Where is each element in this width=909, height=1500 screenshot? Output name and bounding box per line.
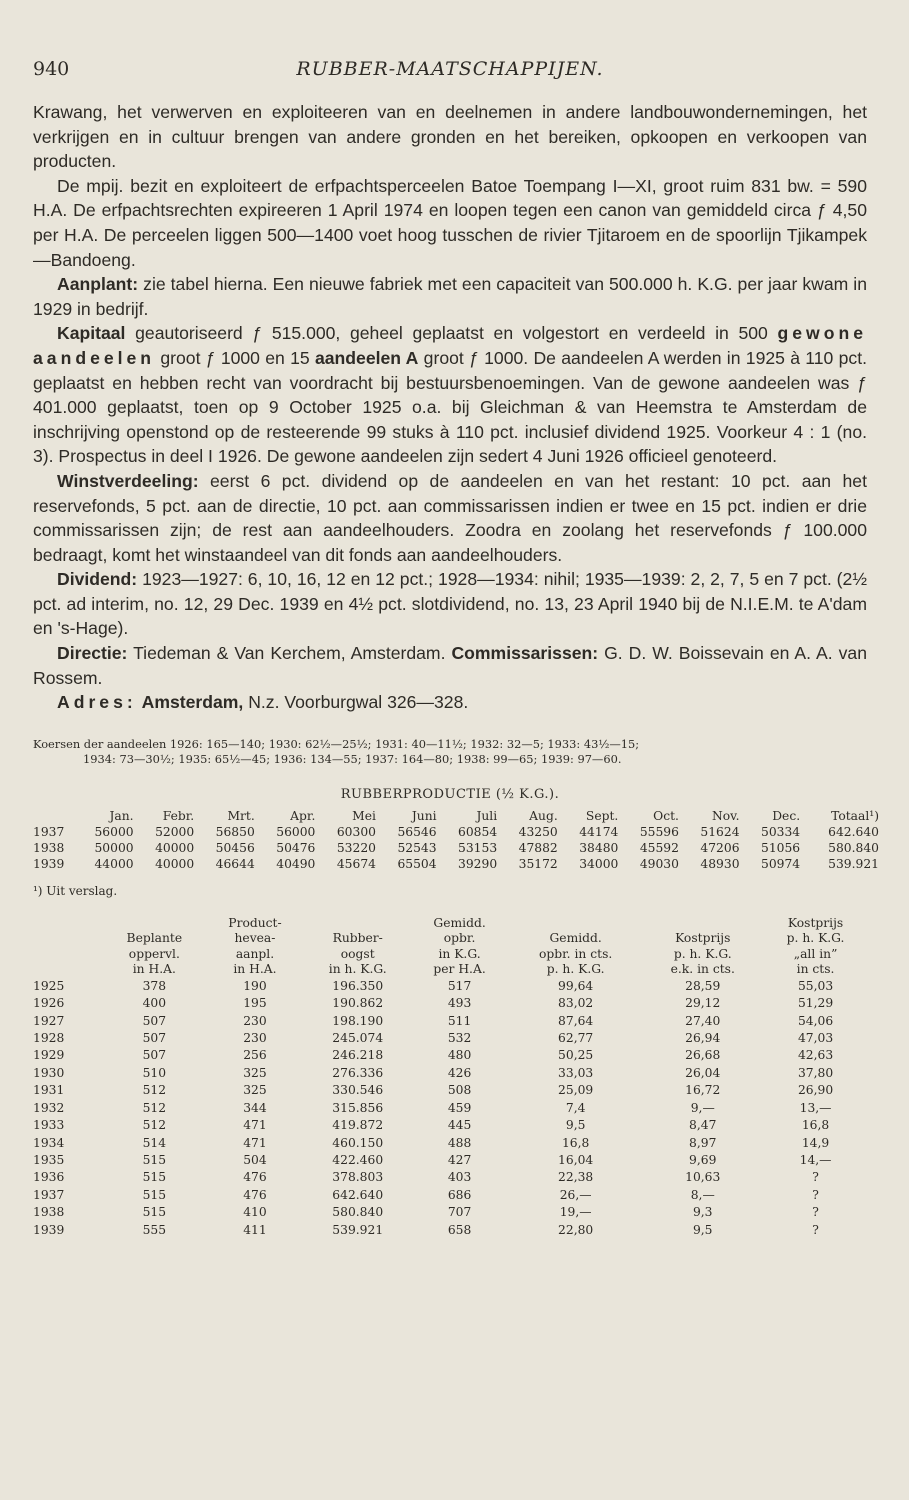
table-cell: 325 xyxy=(243,1065,267,1080)
table-row xyxy=(33,1204,869,1221)
production-column-header: Apr. xyxy=(290,808,316,823)
table-cell: ? xyxy=(812,1205,819,1220)
table-cell: 65504 xyxy=(397,856,437,871)
table-cell: 707 xyxy=(447,1205,472,1220)
row-year: 1925 xyxy=(33,978,65,993)
stats-column-header xyxy=(508,916,643,978)
production-column-header: Juni xyxy=(411,808,437,823)
paragraph-krawang: Krawang, het verwerven en exploiteeren van en deelnemen in andere landbouwondernemingen, het verkrijgen en in cultuur brengen van andere gronden en het bereiken, opkoopen en verkoopen van producten. xyxy=(33,102,867,172)
table-cell: 9,3 xyxy=(692,1205,713,1220)
table-cell: 686 xyxy=(447,1187,472,1202)
table-cell: 488 xyxy=(447,1135,472,1150)
table-cell: 555 xyxy=(142,1222,167,1237)
table-cell: 445 xyxy=(447,1118,472,1133)
table-cell: 459 xyxy=(447,1100,472,1115)
table-cell: 26,04 xyxy=(685,1065,721,1080)
kapitaal-text-2: groot ƒ 1000 en 15 xyxy=(155,347,315,368)
table-cell: ? xyxy=(812,1187,819,1202)
header-line: p. h. K.G. xyxy=(786,931,845,946)
table-cell: 507 xyxy=(142,1048,167,1063)
table-cell: 515 xyxy=(142,1187,167,1202)
table-cell: 56000 xyxy=(276,824,316,839)
row-year: 1930 xyxy=(33,1065,65,1080)
table-row xyxy=(33,1047,869,1064)
stats-column-header xyxy=(103,916,206,978)
commissarissen-text: G. D. W. Boissevain en A. A. van Rossem. xyxy=(33,643,867,688)
table-cell: 19,— xyxy=(559,1205,592,1220)
production-column-header: Mrt. xyxy=(227,808,255,823)
table-cell: 580.840 xyxy=(828,840,879,855)
table-cell: 49030 xyxy=(639,856,679,871)
page-number: 940 xyxy=(33,58,70,80)
kapitaal-label: Kapitaal xyxy=(57,323,126,344)
table-cell: 658 xyxy=(447,1222,472,1237)
table-cell: 410 xyxy=(243,1205,267,1220)
table-row xyxy=(33,1030,869,1047)
table-row xyxy=(33,1117,869,1134)
header-line: in H.A. xyxy=(233,962,277,977)
table-cell: 512 xyxy=(142,1118,167,1133)
table-cell: 48930 xyxy=(700,856,740,871)
table-cell: 60854 xyxy=(458,824,498,839)
row-year: 1928 xyxy=(33,1031,65,1046)
table-cell: 44174 xyxy=(579,824,619,839)
table-cell: 16,72 xyxy=(685,1083,721,1098)
table-cell: 8,97 xyxy=(689,1135,717,1150)
table-row xyxy=(33,1135,869,1152)
production-column-header: Totaal¹) xyxy=(831,808,879,823)
page-header xyxy=(33,58,867,88)
header-line: in H.A. xyxy=(132,962,176,977)
aanplant-label: Aanplant: xyxy=(57,274,139,295)
production-column-header: Mei xyxy=(352,808,376,823)
row-year: 1927 xyxy=(33,1013,65,1028)
table-cell: 39290 xyxy=(458,856,498,871)
dividend-text: 1923—1927: 6, 10, 16, 12 en 12 pct.; 1928—1934: nihil; 1935—1939: 2, 2, 7, 5 en 7 pct. (2½ pct. ad interim, no. 12, 29 Dec. 1939 en 4½ pct. slotdividend, no. 13, 23 April 1940 bij de N.I.E.M. te A'dam en 's-Hage). xyxy=(33,569,867,639)
table-cell: 515 xyxy=(142,1205,167,1220)
table-cell: 55,03 xyxy=(797,978,834,993)
table-cell: 51624 xyxy=(700,824,740,839)
row-year: 1931 xyxy=(33,1083,65,1098)
dividend-label: Dividend: xyxy=(57,569,138,590)
table-cell: 325 xyxy=(243,1083,267,1098)
header-line: p. h. K.G. xyxy=(546,962,605,977)
paragraph-erfpacht: De mpij. bezit en exploiteert de erfpachtsperceelen Batoe Toempang I—XI, groot ruim 831 bw. = 590 H.A. De erfpachtsrechten expireeren 1 April 1974 en loopen tegen een canon van gemiddeld circa ƒ 4,50 per H.A. De perceelen liggen 500—1400 voet hoog tusschen de rivier Tjitaroem en de spoorlijn Tjikampek—Bandoeng. xyxy=(33,175,867,270)
row-year: 1934 xyxy=(33,1135,65,1150)
table-cell: 56000 xyxy=(94,824,134,839)
table-cell: 276.336 xyxy=(332,1065,384,1080)
header-line: in cts. xyxy=(796,962,835,977)
stats-column-header xyxy=(206,916,305,978)
table-cell: 47,03 xyxy=(797,1031,834,1046)
table-cell: 10,63 xyxy=(685,1170,721,1185)
table-cell: 539.921 xyxy=(828,856,879,871)
stats-header-year xyxy=(33,916,103,978)
header-line xyxy=(508,916,643,932)
header-line: oppervl. xyxy=(128,946,180,961)
table-cell: 45674 xyxy=(336,856,376,871)
table-cell: 230 xyxy=(243,1031,267,1046)
header-line: aanpl. xyxy=(235,946,275,961)
table-cell: 44000 xyxy=(94,856,134,871)
table-cell: 50000 xyxy=(94,840,134,855)
row-year: 1929 xyxy=(33,1048,65,1063)
table-cell: 230 xyxy=(243,1013,267,1028)
table-row xyxy=(33,1065,869,1082)
production-body xyxy=(33,824,879,872)
header-line: Rubber- xyxy=(332,931,383,946)
row-year: 1926 xyxy=(33,996,65,1011)
table-row xyxy=(33,840,879,856)
header-line: „all in” xyxy=(793,946,838,961)
table-cell: 476 xyxy=(243,1170,267,1185)
paragraph-dividend xyxy=(33,567,867,641)
table-cell: 246.218 xyxy=(332,1048,384,1063)
stats-column-header xyxy=(304,916,411,978)
table-cell: 27,40 xyxy=(685,1013,721,1028)
table-cell: 54,06 xyxy=(797,1013,834,1028)
production-column-header: Oct. xyxy=(653,808,679,823)
table-cell: 480 xyxy=(447,1048,472,1063)
table-cell: 422.460 xyxy=(332,1152,384,1167)
table-cell: 22,38 xyxy=(558,1170,594,1185)
header-line: opbr. in cts. xyxy=(539,946,613,961)
row-year: 1939 xyxy=(33,1222,65,1237)
table-cell: 47882 xyxy=(518,840,558,855)
table-cell: 51056 xyxy=(761,840,801,855)
table-cell: 378 xyxy=(142,978,167,993)
header-line xyxy=(103,916,206,932)
kapitaal-spaced: gewone aandeelen xyxy=(33,323,867,368)
table-cell: 16,8 xyxy=(561,1135,590,1150)
production-header-row xyxy=(33,808,879,824)
paragraph-aanplant xyxy=(33,272,867,321)
table-cell: 330.546 xyxy=(332,1083,384,1098)
table-cell: 60300 xyxy=(336,824,376,839)
production-column-header: Aug. xyxy=(529,808,558,823)
header-line: Kostprijs xyxy=(675,931,731,946)
table-cell: 315.856 xyxy=(332,1100,384,1115)
table-cell: 403 xyxy=(447,1170,472,1185)
table-cell: 512 xyxy=(142,1083,167,1098)
table-cell: 539.921 xyxy=(332,1222,384,1237)
production-column-header: Nov. xyxy=(711,808,740,823)
header-line: Product- xyxy=(228,915,282,930)
table-cell: 16,04 xyxy=(558,1152,594,1167)
table-cell: 26,90 xyxy=(797,1083,834,1098)
body-text xyxy=(33,100,867,715)
table-cell: 9,— xyxy=(690,1100,715,1115)
kapitaal-bold: aandeelen A xyxy=(314,347,419,368)
table-cell: 245.074 xyxy=(332,1031,384,1046)
table-cell: 56546 xyxy=(397,824,437,839)
table-row xyxy=(33,1222,869,1239)
table-cell: 476 xyxy=(243,1187,267,1202)
table-cell: 47206 xyxy=(700,840,740,855)
table-cell: 26,94 xyxy=(685,1031,721,1046)
table-cell: 34000 xyxy=(579,856,619,871)
header-line: Beplante xyxy=(126,931,183,946)
table-cell: 42,63 xyxy=(797,1048,834,1063)
row-year: 1936 xyxy=(33,1170,65,1185)
table-cell: 195 xyxy=(243,996,267,1011)
header-line: opbr. xyxy=(443,931,476,946)
table-cell: 50456 xyxy=(215,840,255,855)
table-cell: 51,29 xyxy=(797,996,834,1011)
table-row xyxy=(33,1100,869,1117)
header-line: p. h. K.G. xyxy=(673,946,732,961)
table-cell: 40000 xyxy=(155,840,195,855)
production-column-header: Juli xyxy=(476,808,498,823)
table-cell: 517 xyxy=(447,978,472,993)
table-cell: 256 xyxy=(243,1048,267,1063)
table-cell: ? xyxy=(812,1222,819,1237)
table-cell: 26,— xyxy=(559,1187,592,1202)
header-line: in K.G. xyxy=(438,946,481,961)
table-cell: 508 xyxy=(447,1083,472,1098)
running-title: RUBBER-MAATSCHAPPIJEN. xyxy=(296,58,604,80)
directie-text: Tiedeman & Van Kerchem, Amsterdam. xyxy=(127,643,452,664)
table-cell: 514 xyxy=(142,1135,167,1150)
row-year: 1933 xyxy=(33,1118,65,1133)
koersen-line-2: 1934: 73—30½; 1935: 65½—45; 1936: 134—55; 1937: 164—80; 1938: 99—65; 1939: 97—60. xyxy=(83,751,622,766)
table-cell: 14,9 xyxy=(801,1135,830,1150)
production-column-header: Sept. xyxy=(585,808,619,823)
table-cell: 38480 xyxy=(579,840,619,855)
table-cell: 426 xyxy=(447,1065,472,1080)
table-row xyxy=(33,1082,869,1099)
table-cell: 515 xyxy=(142,1152,167,1167)
table-cell: 642.640 xyxy=(828,824,879,839)
table-cell: 53220 xyxy=(336,840,376,855)
header-line: Gemidd. xyxy=(549,931,602,946)
paragraph-kapitaal xyxy=(33,321,867,469)
production-column-header: Febr. xyxy=(162,808,195,823)
table-cell: 37,80 xyxy=(797,1065,834,1080)
table-cell: ? xyxy=(812,1170,819,1185)
table-cell: 471 xyxy=(243,1118,267,1133)
table-cell: 25,09 xyxy=(558,1083,594,1098)
adres-text: N.z. Voorburgwal 326—328. xyxy=(243,692,469,713)
table-row xyxy=(33,1169,869,1186)
table-cell: 198.190 xyxy=(332,1013,384,1028)
header-line: Gemidd. xyxy=(433,915,486,930)
table-cell: 9,5 xyxy=(692,1222,713,1237)
directie-label: Directie: xyxy=(57,643,128,664)
table-cell: 400 xyxy=(142,996,167,1011)
row-year: 1932 xyxy=(33,1100,65,1115)
header-line: e.k. in cts. xyxy=(670,962,735,977)
table-cell: 13,— xyxy=(799,1100,832,1115)
table-row xyxy=(33,824,879,840)
adres-bold: Amsterdam, xyxy=(141,692,244,713)
table-cell: 510 xyxy=(142,1065,167,1080)
table-cell: 471 xyxy=(243,1135,267,1150)
table-cell: 16,8 xyxy=(801,1118,830,1133)
header-line: per H.A. xyxy=(433,962,486,977)
table-cell: 7,4 xyxy=(565,1100,586,1115)
table-cell: 419.872 xyxy=(332,1118,384,1133)
production-header-year xyxy=(33,808,73,824)
table-cell: 507 xyxy=(142,1013,167,1028)
table-row xyxy=(33,1152,869,1169)
header-line: oogst xyxy=(340,946,375,961)
header-line xyxy=(643,916,762,932)
header-line xyxy=(304,916,411,932)
table-cell: 46644 xyxy=(215,856,255,871)
table-cell: 14,— xyxy=(799,1152,832,1167)
commissarissen-label: Commissarissen: xyxy=(451,643,599,664)
table-cell: 504 xyxy=(243,1152,267,1167)
table-cell: 40490 xyxy=(276,856,316,871)
table-row xyxy=(33,1187,869,1204)
table-row xyxy=(33,978,869,995)
table-cell: 50974 xyxy=(761,856,801,871)
table-row xyxy=(33,995,869,1012)
stats-header-row xyxy=(33,916,869,978)
table-cell: 190 xyxy=(243,978,267,993)
production-table xyxy=(33,808,879,872)
table-cell: 22,80 xyxy=(558,1222,594,1237)
table-cell: 190.862 xyxy=(332,996,384,1011)
row-year: 1937 xyxy=(33,824,65,839)
table-cell: 50,25 xyxy=(558,1048,594,1063)
table-cell: 52000 xyxy=(155,824,195,839)
row-year: 1938 xyxy=(33,1205,65,1220)
table-cell: 28,59 xyxy=(685,978,721,993)
winst-label: Winstverdeeling: xyxy=(57,470,199,491)
table-cell: 511 xyxy=(447,1013,472,1028)
table-cell: 642.640 xyxy=(332,1187,384,1202)
row-year: 1935 xyxy=(33,1152,65,1167)
table-cell: 493 xyxy=(447,996,472,1011)
table-cell: 52543 xyxy=(397,840,437,855)
paragraph-winstverdeeling xyxy=(33,469,867,567)
page xyxy=(33,58,879,1239)
table-row xyxy=(33,1013,869,1030)
aanplant-text: zie tabel hierna. Een nieuwe fabriek met een capaciteit van 500.000 h. K.G. per jaar kwam in 1929 in bedrijf. xyxy=(33,274,867,319)
table-cell: 26,68 xyxy=(685,1048,721,1063)
row-year: 1937 xyxy=(33,1187,65,1202)
stats-body xyxy=(33,978,869,1239)
table-cell: 56850 xyxy=(215,824,255,839)
header-line: in h. K.G. xyxy=(328,962,387,977)
table-cell: 62,77 xyxy=(558,1031,594,1046)
table-cell: 83,02 xyxy=(558,996,594,1011)
table-cell: 515 xyxy=(142,1170,167,1185)
table-cell: 378.803 xyxy=(332,1170,384,1185)
paragraph-adres xyxy=(33,690,867,715)
table-cell: 460.150 xyxy=(332,1135,384,1150)
table-cell: 532 xyxy=(447,1031,472,1046)
table-cell: 9,5 xyxy=(565,1118,586,1133)
production-column-header: Dec. xyxy=(772,808,801,823)
stats-column-header xyxy=(643,916,762,978)
koersen-line-1: Koersen der aandeelen 1926: 165—140; 1930: 62½—25½; 1931: 40—11½; 1932: 32—5; 1933: 43½—15; xyxy=(33,736,640,751)
table-cell: 53153 xyxy=(458,840,498,855)
table-cell: 427 xyxy=(447,1152,472,1167)
table-cell: 507 xyxy=(142,1031,167,1046)
winst-text: eerst 6 pct. dividend op de aandeelen en van het restant: 10 pct. aan het reservefonds, 5 pct. aan de directie, 10 pct. aan commissarissen indien er twee en 15 pct. indien er drie commissarissen zijn; de rest aan aandeelhouders. Zoodra en zoolang het reservefonds ƒ 100.000 bedraagt, komt het winstaandeel van dit fonds aan aandeelhouders. xyxy=(33,470,867,565)
table-cell: 43250 xyxy=(518,824,558,839)
table-cell: 512 xyxy=(142,1100,167,1115)
table-cell: 580.840 xyxy=(332,1205,384,1220)
row-year: 1938 xyxy=(33,840,65,855)
kapitaal-text-3: groot ƒ 1000. De aandeelen A werden in 1925 à 110 pct. geplaatst en hebben recht van voordracht bij bestuursbenoemingen. Van de gewone aandeelen was ƒ 401.000 geplaatst, toen op 9 October 1925 o.a. bij Gleichman & van Heemstra te Amsterdam de inschrijving openstond op de resteerende 99 stuks à 110 pct. inclusief dividend 1925. Voorkeur 4 : 1 (no. 3). Prospectus in deel I 1926. De gewone aandeelen zijn sedert 4 Juni 1926 officieel genoteerd. xyxy=(33,347,867,467)
table-cell: 99,64 xyxy=(558,978,594,993)
adres-label: Adres: xyxy=(57,692,137,713)
table-row xyxy=(33,856,879,872)
stats-column-header xyxy=(411,916,508,978)
table-cell: 8,47 xyxy=(689,1118,717,1133)
production-footnote: ¹) Uit verslag. xyxy=(33,883,118,898)
table-cell: 29,12 xyxy=(685,996,721,1011)
header-line: Kostprijs xyxy=(787,915,844,930)
table-cell: 411 xyxy=(243,1222,267,1237)
koersen-block xyxy=(33,737,867,767)
table-cell: 9,69 xyxy=(689,1152,717,1167)
table-cell: 40000 xyxy=(155,856,195,871)
kapitaal-text-1: geautoriseerd ƒ 515.000, geheel geplaatst en volgestort en verdeeld in 500 xyxy=(125,323,778,344)
table-cell: 87,64 xyxy=(558,1013,594,1028)
table-cell: 45592 xyxy=(639,840,679,855)
row-year: 1939 xyxy=(33,856,65,871)
stats-table xyxy=(33,916,869,1239)
table-cell: 50476 xyxy=(276,840,316,855)
table-cell: 55596 xyxy=(639,824,679,839)
table-cell: 33,03 xyxy=(558,1065,594,1080)
production-column-header: Jan. xyxy=(109,808,134,823)
paragraph-directie xyxy=(33,641,867,690)
table-cell: 196.350 xyxy=(332,978,384,993)
table-cell: 50334 xyxy=(761,824,801,839)
header-line: hevea- xyxy=(234,931,276,946)
table-cell: 8,— xyxy=(690,1187,715,1202)
table-cell: 344 xyxy=(243,1100,267,1115)
table-cell: 35172 xyxy=(518,856,558,871)
stats-column-header xyxy=(762,916,869,978)
production-title: RUBBERPRODUCTIE (½ K.G.). xyxy=(340,786,560,802)
